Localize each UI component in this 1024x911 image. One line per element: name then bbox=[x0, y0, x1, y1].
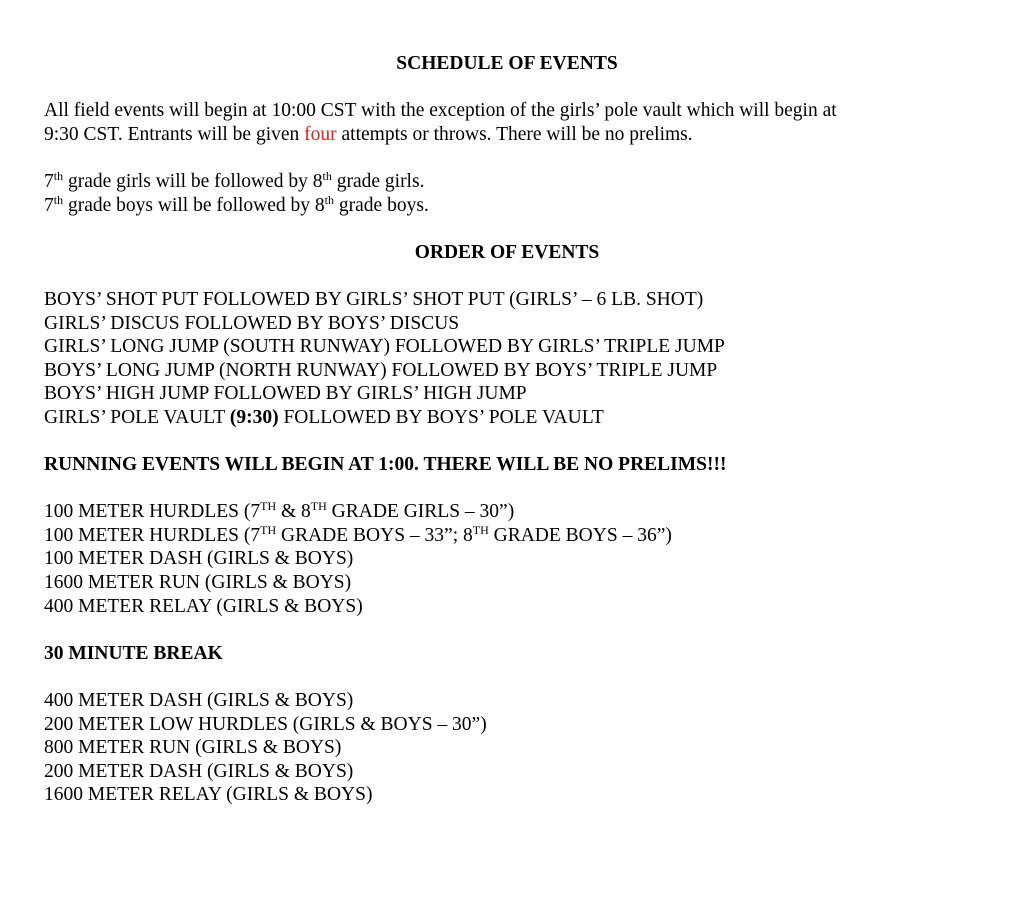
ordinal-suffix: th bbox=[322, 168, 332, 183]
spacer bbox=[44, 430, 974, 454]
grade-number: 7 bbox=[44, 170, 54, 192]
running-events-heading: RUNNING EVENTS WILL BEGIN AT 1:00. THERE WILL BE NO PRELIMS!!! bbox=[44, 454, 727, 476]
grade-text: grade girls will be followed by 8 bbox=[63, 170, 323, 192]
intro-line-2-start: 9:30 CST. Entrants will be given bbox=[44, 123, 305, 145]
field-event-item bbox=[44, 406, 974, 430]
break-heading: 30 MINUTE BREAK bbox=[44, 642, 223, 664]
field-event-item: GIRLS’ LONG JUMP (SOUTH RUNWAY) FOLLOWED BY GIRLS’ TRIPLE JUMP bbox=[44, 336, 725, 358]
ordinal-suffix: TH bbox=[260, 522, 277, 537]
event-text: GRADE GIRLS – 30”) bbox=[326, 501, 515, 523]
event-text: GIRLS’ POLE VAULT bbox=[44, 406, 230, 428]
running-event-item: 800 METER RUN (GIRLS & BOYS) bbox=[44, 737, 342, 759]
spacer bbox=[44, 477, 974, 501]
field-event-item: BOYS’ HIGH JUMP FOLLOWED BY GIRLS’ HIGH JUMP bbox=[44, 383, 527, 405]
running-event-item bbox=[44, 500, 974, 524]
running-event-item: 400 METER RELAY (GIRLS & BOYS) bbox=[44, 595, 363, 617]
ordinal-suffix: th bbox=[53, 192, 64, 207]
event-text: FOLLOWED BY BOYS’ POLE VAULT bbox=[278, 406, 604, 428]
running-events-list-1 bbox=[44, 500, 974, 618]
ordinal-suffix: th bbox=[324, 192, 335, 207]
event-text: GRADE BOYS – 33”; 8 bbox=[276, 524, 473, 546]
intro-line-1: All field events will begin at 10:00 CST with the exception of the girls’ pole vault which will begin at bbox=[44, 100, 837, 122]
ordinal-suffix: TH bbox=[310, 499, 327, 514]
running-event-item: 100 METER DASH (GIRLS & BOYS) bbox=[44, 548, 354, 570]
running-event-item bbox=[44, 524, 974, 548]
running-event-item: 1600 METER RUN (GIRLS & BOYS) bbox=[44, 572, 352, 594]
event-text: & 8 bbox=[276, 501, 311, 523]
running-event-item: 400 METER DASH (GIRLS & BOYS) bbox=[44, 690, 354, 712]
event-text: GRADE BOYS – 36”) bbox=[488, 524, 672, 546]
grade-text: grade boys will be followed by 8 bbox=[63, 194, 325, 216]
field-events-list bbox=[44, 288, 974, 430]
running-event-item: 200 METER LOW HURDLES (GIRLS & BOYS – 30”) bbox=[44, 713, 487, 735]
attempts-count-highlight: four bbox=[304, 123, 337, 145]
field-event-item: BOYS’ LONG JUMP (NORTH RUNWAY) FOLLOWED BY BOYS’ TRIPLE JUMP bbox=[44, 359, 718, 381]
spacer bbox=[44, 146, 974, 170]
intro-line-2-end: attempts or throws. There will be no prelims. bbox=[336, 123, 693, 145]
document-page bbox=[44, 52, 974, 807]
running-event-item: 1600 METER RELAY (GIRLS & BOYS) bbox=[44, 784, 373, 806]
field-event-item: BOYS’ SHOT PUT FOLLOWED BY GIRLS’ SHOT PUT (GIRLS’ – 6 LB. SHOT) bbox=[44, 288, 704, 310]
grade-number: 7 bbox=[44, 194, 54, 216]
spacer bbox=[44, 264, 974, 288]
ordinal-suffix: TH bbox=[472, 522, 489, 537]
grade-order-paragraph bbox=[44, 170, 974, 217]
spacer bbox=[44, 665, 974, 689]
running-events-list-2 bbox=[44, 689, 974, 807]
event-text: 100 METER HURDLES (7 bbox=[44, 524, 261, 546]
field-event-item: GIRLS’ DISCUS FOLLOWED BY BOYS’ DISCUS bbox=[44, 312, 460, 334]
intro-paragraph bbox=[44, 99, 974, 146]
running-event-item: 200 METER DASH (GIRLS & BOYS) bbox=[44, 760, 354, 782]
intro-line-2 bbox=[44, 123, 974, 147]
spacer bbox=[44, 618, 974, 642]
event-text: 100 METER HURDLES (7 bbox=[44, 501, 261, 523]
document-title: SCHEDULE OF EVENTS bbox=[396, 53, 618, 74]
ordinal-suffix: TH bbox=[260, 499, 277, 514]
grade-text: grade boys. bbox=[334, 194, 429, 216]
spacer bbox=[44, 217, 974, 241]
ordinal-suffix: th bbox=[53, 168, 64, 183]
pole-vault-start-time: (9:30) bbox=[229, 406, 279, 428]
boys-grade-order bbox=[44, 194, 974, 218]
order-of-events-heading: ORDER OF EVENTS bbox=[414, 241, 600, 263]
girls-grade-order bbox=[44, 170, 974, 194]
spacer bbox=[44, 76, 974, 100]
grade-text: grade girls. bbox=[331, 170, 425, 192]
